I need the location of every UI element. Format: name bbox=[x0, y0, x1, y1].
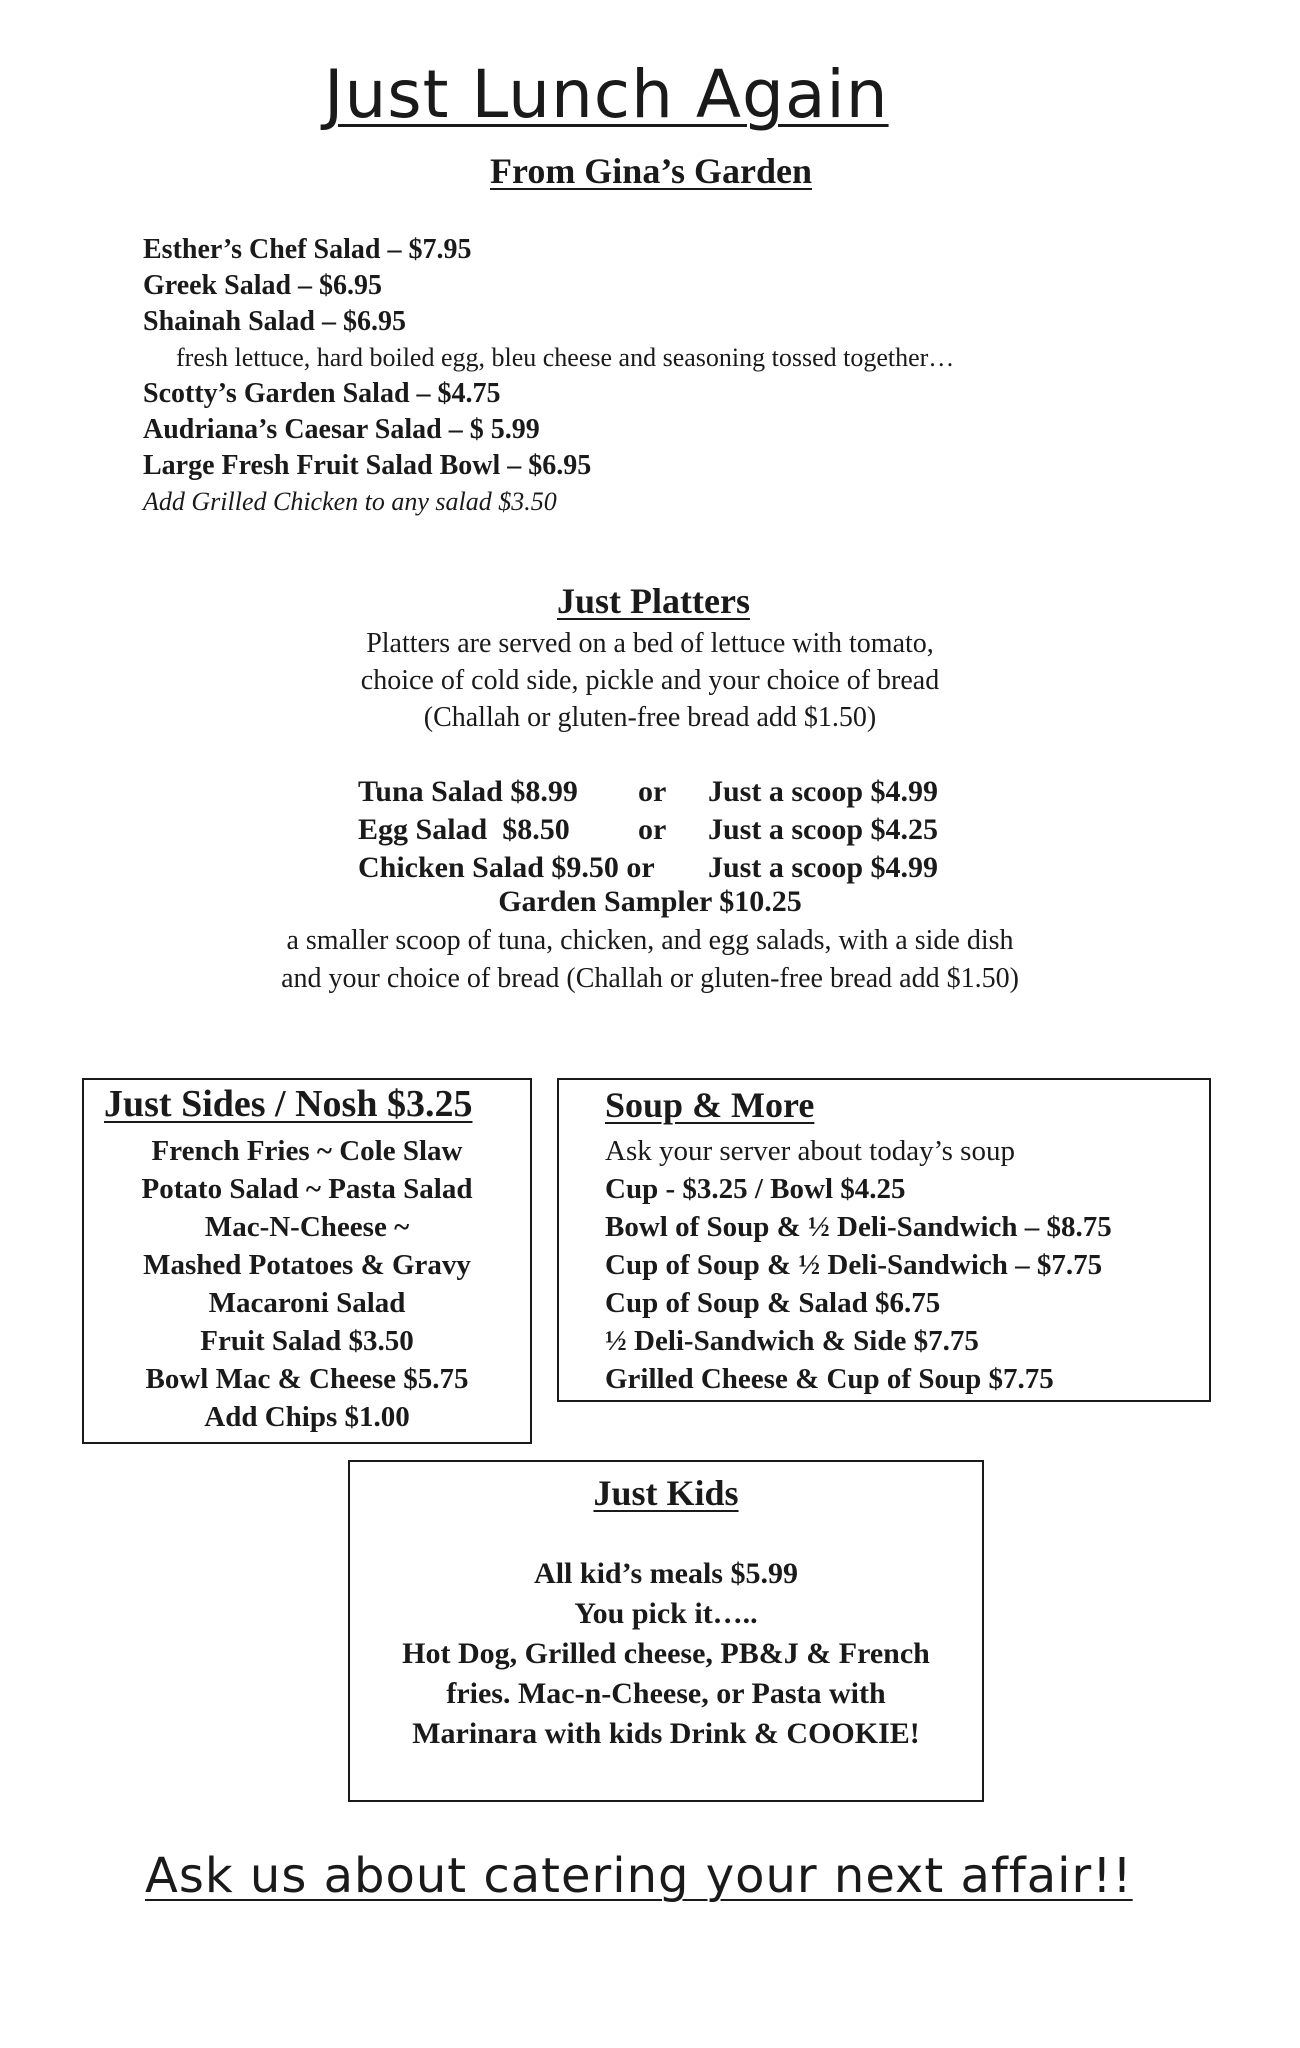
salad-item: Large Fresh Fruit Salad Bowl – $6.95 bbox=[143, 450, 592, 481]
salad-item: Audriana’s Caesar Salad – $ 5.99 bbox=[143, 414, 540, 445]
kids-box bbox=[348, 1460, 984, 1802]
soup-item: ½ Deli-Sandwich & Side $7.75 bbox=[605, 1325, 979, 1357]
platter-or: or bbox=[638, 775, 667, 808]
kids-line: All kid’s meals $5.99 bbox=[534, 1557, 798, 1590]
platter-scoop: Just a scoop $4.99 bbox=[708, 775, 939, 808]
side-item: Mac-N-Cheese ~ bbox=[204, 1211, 410, 1243]
garden-heading: From Gina’s Garden bbox=[490, 151, 812, 191]
side-item: Potato Salad ~ Pasta Salad bbox=[141, 1173, 473, 1205]
sampler-description-line: a smaller scoop of tuna, chicken, and egg salads, with a side dish bbox=[286, 925, 1014, 956]
kids-line: Hot Dog, Grilled cheese, PB&J & French bbox=[402, 1637, 930, 1670]
platters-intro-line: choice of cold side, pickle and your choice of bread bbox=[360, 665, 940, 696]
platter-scoop: Just a scoop $4.25 bbox=[708, 813, 939, 846]
side-item: Macaroni Salad bbox=[208, 1287, 406, 1319]
kids-list bbox=[350, 1554, 982, 1754]
soup-item: Grilled Cheese & Cup of Soup $7.75 bbox=[605, 1363, 1054, 1395]
salad-list bbox=[143, 232, 954, 520]
platter-row bbox=[358, 811, 938, 849]
side-item: Bowl Mac & Cheese $5.75 bbox=[145, 1363, 469, 1395]
side-item: French Fries ~ Cole Slaw bbox=[151, 1135, 463, 1167]
sides-list bbox=[84, 1132, 530, 1436]
platter-item: Egg Salad $8.50 bbox=[358, 813, 570, 846]
side-item: Mashed Potatoes & Gravy bbox=[143, 1249, 471, 1281]
sampler-description-line: and your choice of bread (Challah or gluten-free bread add $1.50) bbox=[281, 963, 1019, 994]
soup-item: Cup - $3.25 / Bowl $4.25 bbox=[605, 1173, 906, 1205]
menu-title: Just Lunch Again bbox=[324, 56, 889, 133]
soup-box bbox=[557, 1078, 1211, 1402]
platter-item: Chicken Salad $9.50 or bbox=[358, 851, 655, 884]
platter-or: or bbox=[638, 813, 667, 846]
sides-heading: Just Sides / Nosh $3.25 bbox=[104, 1083, 473, 1125]
platters-intro-line: (Challah or gluten-free bread add $1.50) bbox=[423, 702, 877, 733]
soup-list bbox=[605, 1132, 1112, 1398]
kids-line: You pick it….. bbox=[574, 1597, 758, 1630]
soup-item: Cup of Soup & ½ Deli-Sandwich – $7.75 bbox=[605, 1249, 1103, 1281]
salad-item: Esther’s Chef Salad – $7.95 bbox=[143, 234, 472, 265]
catering-footer: Ask us about catering your next affair!! bbox=[145, 1848, 1133, 1904]
platters-intro bbox=[0, 625, 1300, 736]
platters-table bbox=[358, 773, 938, 887]
salad-addon: Add Grilled Chicken to any salad $3.50 bbox=[143, 487, 557, 516]
platter-scoop: Just a scoop $4.99 bbox=[708, 851, 939, 884]
soup-item: Bowl of Soup & ½ Deli-Sandwich – $8.75 bbox=[605, 1211, 1112, 1243]
salad-item: Greek Salad – $6.95 bbox=[143, 270, 383, 301]
soup-note: Ask your server about today’s soup bbox=[605, 1135, 1015, 1167]
platters-heading: Just Platters bbox=[557, 581, 750, 621]
side-item: Fruit Salad $3.50 bbox=[200, 1325, 414, 1357]
shainah-salad-description: fresh lettuce, hard boiled egg, bleu cheese and seasoning tossed together… bbox=[176, 343, 955, 372]
sides-box bbox=[82, 1078, 532, 1444]
kids-line: Marinara with kids Drink & COOKIE! bbox=[412, 1717, 920, 1750]
kids-heading: Just Kids bbox=[593, 1473, 739, 1513]
soup-heading: Soup & More bbox=[605, 1085, 815, 1125]
garden-sampler: Garden Sampler $10.25 bbox=[498, 885, 802, 918]
soup-item: Cup of Soup & Salad $6.75 bbox=[605, 1287, 941, 1319]
side-item: Add Chips $1.00 bbox=[204, 1401, 410, 1433]
kids-line: fries. Mac-n-Cheese, or Pasta with bbox=[446, 1677, 886, 1710]
sampler-description bbox=[0, 922, 1300, 998]
platters-intro-line: Platters are served on a bed of lettuce with tomato, bbox=[366, 628, 934, 659]
platter-row bbox=[358, 773, 938, 811]
salad-item: Scotty’s Garden Salad – $4.75 bbox=[143, 378, 501, 409]
salad-item: Shainah Salad – $6.95 bbox=[143, 306, 406, 337]
platter-item: Tuna Salad $8.99 bbox=[358, 775, 578, 808]
platter-row bbox=[358, 849, 938, 887]
